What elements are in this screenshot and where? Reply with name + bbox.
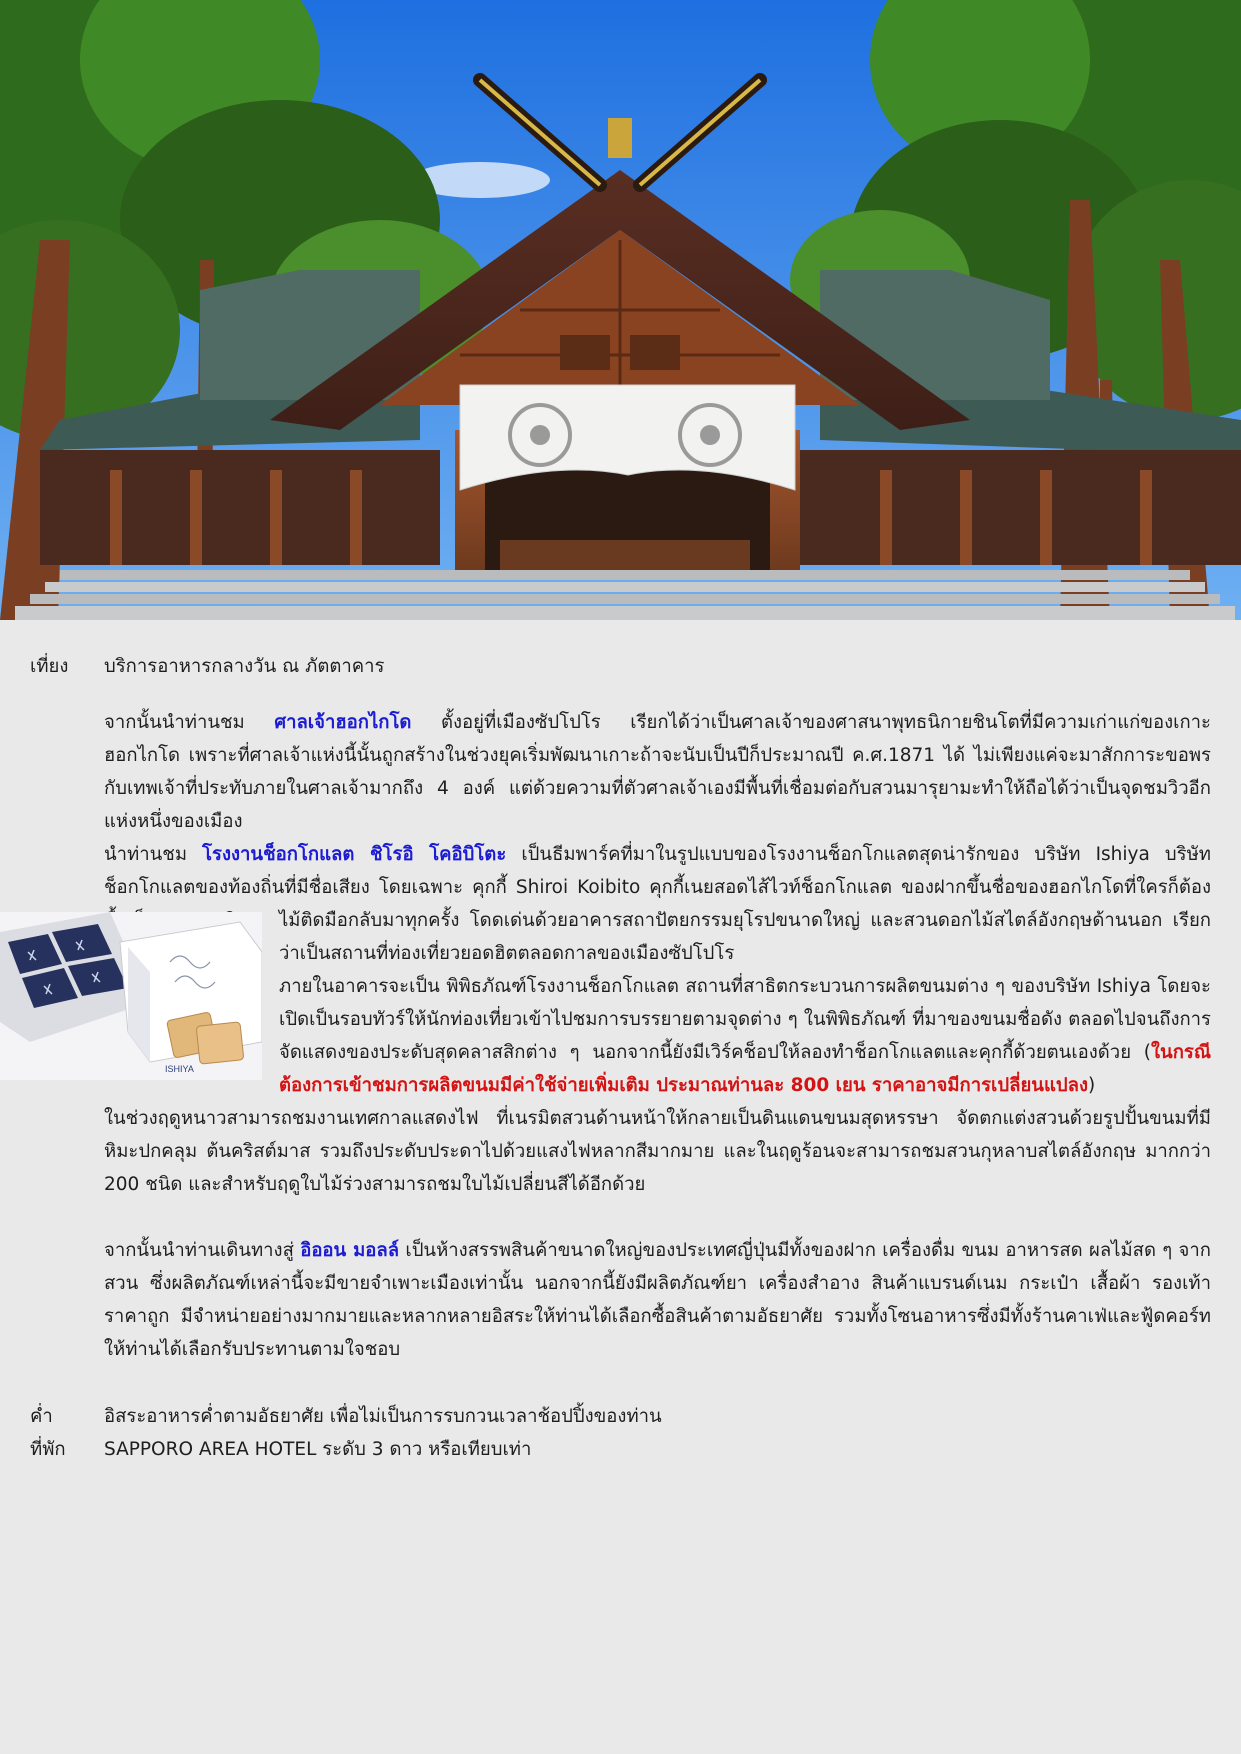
shrine-paragraph	[104, 706, 1211, 838]
note-close: )	[1088, 1075, 1096, 1096]
museum-text: ภายในอาคารจะเป็น พิพิธภัณฑ์โรงงานช็อกโกแลต สถานที่สาธิตกระบวนการผลิตขนมต่าง ๆ ของบริษัท Ishiya โดยจะเปิดเป็นรอบทัวร์ให้นักท่องเที่ยวเข้าไปชมการบรรยายตามจุดต่าง ๆ ในพิพิธภัณฑ์ ที่มาของขนมชื่อดัง ตลอดไปจนถึงการจัดแสดงของประดับสุดคลาสสิกต่าง ๆ นอกจากนี้ยังมีเวิร์คช็อปให้ลองทำช็อกโกแลตและคุกกี้ด้วยตนเองด้วย (	[279, 976, 1211, 1063]
mall-name: อิออน มอลล์	[300, 1240, 400, 1261]
shrine-body: ตั้งอยู่ที่เมืองซัปโปโร เรียกได้ว่าเป็นศาลเจ้าของศาสนาพุทธนิกายชินโตที่มีความเก่าแก่ของเกาะฮอกไกโด เพราะที่ศาลเจ้าแห่งนี้นั้นถูกสร้างในช่วงยุคเริ่มพัฒนาเกาะถ้าจะนับเป็นปีก็ประมาณปี ค.ศ.1871 ได้ ไม่เพียงแค่จะมาสักการะขอพรกับเทพเจ้าที่ประทับภายในศาลเจ้ามากถึง 4 องค์ แต่ด้วยความที่ตัวศาลเจ้าเองมีพื้นที่เชื่อมต่อกับสวนมารุยามะทำให้ถือได้ว่าเป็นจุดชมวิวอีกแห่งหนึ่งของเมือง	[104, 712, 1211, 832]
factory-intro: นำท่านชม	[104, 844, 203, 865]
hotel-text: SAPPORO AREA HOTEL ระดับ 3 ดาว หรือเทียบเท่า	[104, 1439, 532, 1460]
dinner-text: อิสระอาหารค่ำตามอัธยาศัย เพื่อไม่เป็นการรบกวนเวลาช้อปปิ้งของท่าน	[104, 1406, 662, 1427]
factory-body-side: ไม้ติดมือกลับมาทุกครั้ง โดดเด่นด้วยอาคารสถาปัตยกรรมยุโรปขนาดใหญ่ และสวนดอกไม้สไตล์อังกฤษด้านนอก เรียกว่าเป็นสถานที่ท่องเที่ยวยอดฮิตตลอดกาลของเมืองซัปโปโร	[279, 910, 1211, 964]
lunch-text: บริการอาหารกลางวัน ณ ภัตตาคาร	[104, 656, 385, 677]
cookie-brand-text: ISHIYA	[165, 1064, 194, 1074]
factory-name: โรงงานช็อกโกแลต ชิโรอิ โคอิบิโตะ	[202, 844, 507, 865]
mall-intro: จากนั้นนำท่านเดินทางสู่	[104, 1240, 301, 1261]
mall-body: เป็นห้างสรรพสินค้าขนาดใหญ่ของประเทศญี่ปุ่นมีทั้งของฝาก เครื่องดื่ม ขนม อาหารสด ผลไม้สด ๆ จากสวน ซึ่งผลิตภัณฑ์เหล่านี้จะมีขายจำเพาะเมืองเท่านั้น นอกจากนี้ยังมีผลิตภัณฑ์ยา เครื่องสำอาง สินค้าแบรนด์เนม กระเป๋า เสื้อผ้า รองเท้า ราคาถูก มีจำหน่ายอย่างมากมายและหลากหลายอิสระให้ท่านได้เลือกซื้อสินค้าตามอัธยาศัย รวมทั้งโซนอาหารซึ่งมีทั้งร้านคาเฟ่และฟู้ดคอร์ทให้ท่านได้เลือกรับประทานตามใจชอบ	[104, 1240, 1211, 1360]
mall-paragraph	[104, 1234, 1211, 1366]
factory-body-top: เป็นธีมพาร์คที่มาในรูปแบบของโรงงานช็อกโกแลตสุดน่ารักของ บริษัท Ishiya บริษัทช็อกโกแลตของท้องถิ่นที่มีชื่อเสียง โดยเฉพาะ คุกกี้ Shiroi Koibito คุกกี้เนยสอดไส้ไวท์ช็อกโกแลต ของฝากขึ้นชื่อของฮอกไกโดที่ใครก็ต้อง	[104, 844, 1211, 898]
shiroi-koibito-cookie-photo	[0, 912, 262, 1080]
factory-paragraph-continued	[279, 904, 1211, 970]
lunch-label: เที่ยง	[30, 656, 69, 677]
shrine-name: ศาลเจ้าฮอกไกโด	[274, 712, 412, 733]
shrine-intro: จากนั้นนำท่านชม	[104, 712, 275, 733]
hokkaido-shrine-photo	[0, 0, 1241, 620]
factory-fee-note: ในกรณีต้องการเข้าชมการผลิตขนมมีค่าใช้จ่ายเพิ่มเติม ประมาณท่านละ 800 เยน ราคาอาจมีการเปลี่ยนแปลง	[279, 1042, 1211, 1096]
dinner-label: ค่ำ	[30, 1406, 53, 1427]
museum-paragraph	[279, 970, 1211, 1102]
hotel-label: ที่พัก	[30, 1439, 66, 1460]
winter-paragraph	[104, 1102, 1211, 1201]
winter-text: ในช่วงฤดูหนาวสามารถชมงานเทศกาลแสดงไฟ ที่เนรมิตสวนด้านหน้าให้กลายเป็นดินแดนขนมสุดหรรษา จัดตกแต่งสวนด้วยรูปปั้นขนมที่มีหิมะปกคลุม ต้นคริสต์มาส รวมถึงประดับประดาไปด้วยแสงไฟหลากสีมากมาย และในฤดูร้อนจะสามารถชมสวนกุหลาบสไตล์อังกฤษ มากกว่า 200 ชนิด และสำหรับฤดูใบไม้ร่วงสามารถชมใบไม้เปลี่ยนสีได้อีกด้วย	[104, 1108, 1211, 1195]
